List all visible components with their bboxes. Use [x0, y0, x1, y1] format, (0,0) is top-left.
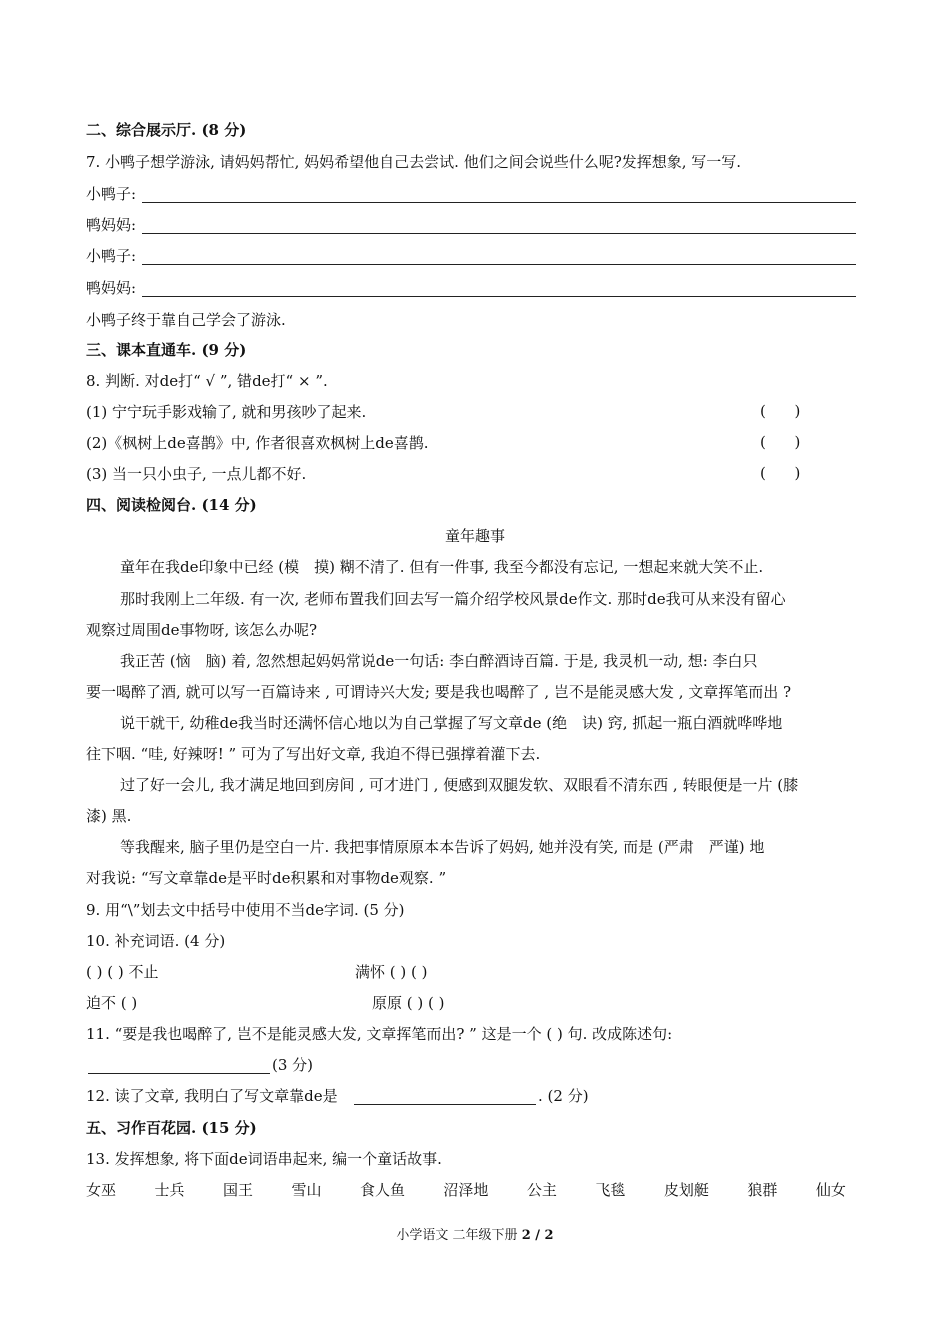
dialog-label-mother-2: 鸭妈妈: — [86, 279, 137, 297]
word-item: 女巫 — [86, 1181, 117, 1199]
question-13: 13. 发挥想象, 将下面de词语串起来, 编一个童话故事. — [86, 1150, 442, 1168]
word-fill-4[interactable]: 原原 ( ) ( ) — [372, 994, 445, 1012]
passage-paragraph-3a: 我正苦 (恼 脑) 着, 忽然想起妈妈常说de一句话: 李白醉酒诗百篇. 于是, 我灵机一动, 想: 李白只 — [120, 652, 758, 670]
question-9: 9. 用“\”划去文中括号中使用不当de字词. (5 分) — [86, 901, 405, 919]
passage-paragraph-3b: 要一喝醉了酒, 就可以写一百篇诗来 , 可谓诗兴大发; 要是我也喝醉了 , 岂不是能灵感大发 , 文章挥笔而出 ? — [86, 683, 792, 701]
question-10: 10. 补充词语. (4 分) — [86, 932, 226, 950]
page-number: 2 / 2 — [521, 1228, 554, 1243]
word-fill-3[interactable]: 迫不 ( ) — [86, 994, 138, 1012]
section2-heading: 二、综合展示厅. (8 分) — [86, 121, 247, 139]
passage-paragraph-6a: 等我醒来, 脑子里仍是空白一片. 我把事情原原本本告诉了妈妈, 她并没有笑, 而是 (严肃 严谨) 地 — [120, 838, 765, 856]
question-7: 7. 小鸭子想学游泳, 请妈妈帮忙, 妈妈希望他自己去尝试. 他们之间会说些什么呢?发挥想象, 写一写. — [86, 153, 742, 171]
dialog-label-duckling-1: 小鸭子: — [86, 185, 137, 203]
dialog-ending: 小鸭子终于靠自己学会了游泳. — [86, 311, 286, 329]
judge-item-2: (2)《枫树上de喜鹊》中, 作者很喜欢枫树上de喜鹊. — [86, 434, 429, 452]
answer-line-1[interactable] — [142, 202, 856, 203]
passage-paragraph-2a: 那时我刚上二年级. 有一次, 老师布置我们回去写一篇介绍学校风景de作文. 那时de我可从来没有留心 — [120, 590, 786, 608]
question-12-score: . (2 分) — [538, 1087, 589, 1105]
word-fill-2[interactable]: 满怀 ( ) ( ) — [355, 963, 428, 981]
section5-heading: 五、习作百花园. (15 分) — [86, 1119, 257, 1137]
word-item: 公主 — [526, 1181, 557, 1199]
answer-line-3[interactable] — [142, 264, 856, 265]
judge-answer-3[interactable]: ( ) — [760, 464, 801, 482]
passage-paragraph-4b: 往下咽. “哇, 好辣呀! ” 可为了写出好文章, 我迫不得已强撑着灌下去. — [86, 745, 541, 763]
word-item: 国王 — [222, 1181, 253, 1199]
answer-line-q12[interactable] — [354, 1104, 536, 1105]
word-item: 狼群 — [747, 1181, 778, 1199]
answer-line-q11[interactable] — [88, 1073, 270, 1074]
passage-paragraph-1: 童年在我de印象中已经 (模 摸) 糊不清了. 但有一件事, 我至今都没有忘记, 一想起来就大笑不止. — [120, 558, 764, 576]
question-8: 8. 判断. 对de打“ √ ”, 错de打“ × ”. — [86, 372, 328, 390]
answer-line-2[interactable] — [142, 233, 856, 234]
judge-answer-1[interactable]: ( ) — [760, 402, 801, 420]
word-item: 皮划艇 — [663, 1181, 709, 1199]
page-footer — [0, 1226, 950, 1246]
passage-paragraph-2b: 观察过周围de事物呀, 该怎么办呢? — [86, 621, 318, 639]
passage-paragraph-5a: 过了好一会儿, 我才满足地回到房间 , 可才进门 , 便感到双腿发软、双眼看不清东西 , 转眼便是一片 (膝 — [120, 776, 799, 794]
passage-paragraph-4a: 说干就干, 幼稚de我当时还满怀信心地以为自己掌握了写文章de (绝 诀) 窍, 抓起一瓶白酒就哗哗地 — [120, 714, 783, 732]
answer-line-4[interactable] — [142, 296, 856, 297]
section3-heading: 三、课本直通车. (9 分) — [86, 341, 247, 359]
question-11: 11. “要是我也喝醉了, 岂不是能灵感大发, 文章挥笔而出? ” 这是一个 ( ) 句. 改成陈述句: — [86, 1025, 673, 1043]
word-fill-1[interactable]: ( ) ( ) 不止 — [86, 963, 159, 981]
passage-title: 童年趣事 — [444, 527, 505, 545]
passage-paragraph-5b: 漆) 黑. — [86, 807, 132, 825]
word-item: 雪山 — [291, 1181, 322, 1199]
word-item: 食人鱼 — [359, 1181, 405, 1199]
word-list — [86, 1180, 846, 1200]
word-item: 飞毯 — [595, 1181, 626, 1199]
dialog-label-duckling-2: 小鸭子: — [86, 247, 137, 265]
dialog-label-mother-1: 鸭妈妈: — [86, 216, 137, 234]
question-11-score: (3 分) — [272, 1056, 314, 1074]
word-item: 仙女 — [815, 1181, 846, 1199]
word-item: 士兵 — [154, 1181, 185, 1199]
question-12: 12. 读了文章, 我明白了写文章靠de是 — [86, 1087, 338, 1105]
section4-heading: 四、阅读检阅台. (14 分) — [86, 496, 257, 514]
passage-paragraph-6b: 对我说: “写文章靠de是平时de积累和对事物de观察. ” — [86, 869, 447, 887]
word-item: 沼泽地 — [443, 1181, 489, 1199]
judge-answer-2[interactable]: ( ) — [760, 433, 801, 451]
footer-text: 小学语文 二年级下册 — [396, 1228, 518, 1243]
judge-item-1: (1) 宁宁玩手影戏输了, 就和男孩吵了起来. — [86, 403, 367, 421]
judge-item-3: (3) 当一只小虫子, 一点儿都不好. — [86, 465, 307, 483]
